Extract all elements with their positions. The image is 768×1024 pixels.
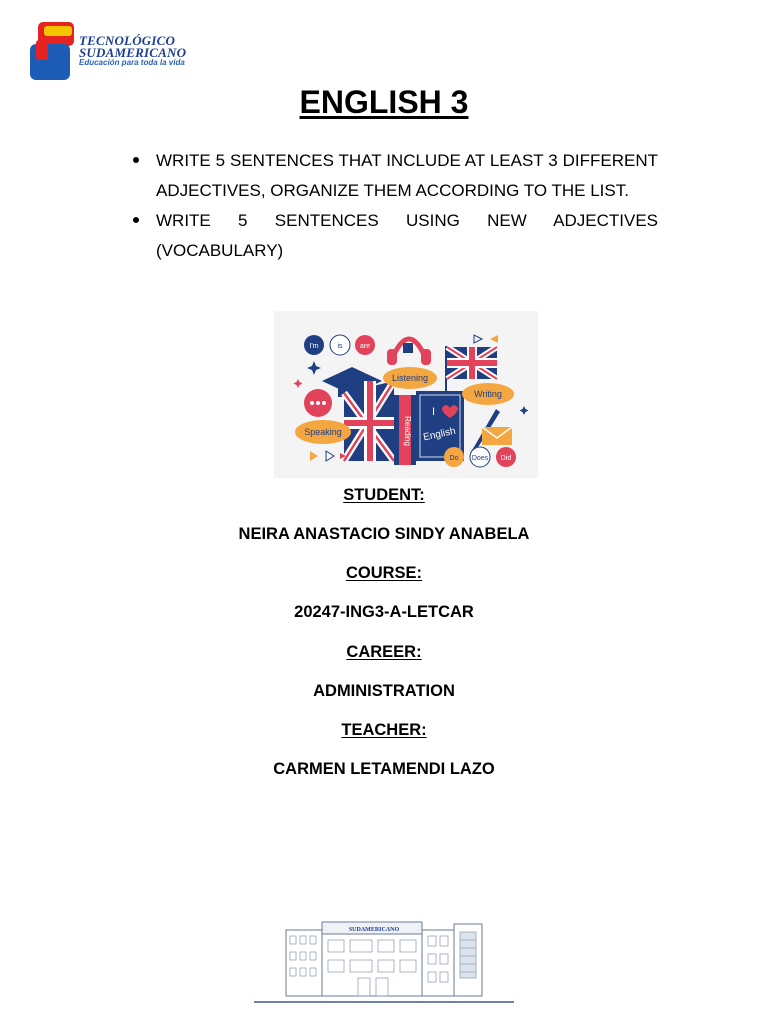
bubble-does: [470, 447, 490, 467]
headphones-icon: [387, 339, 431, 365]
instruction-list: [126, 146, 658, 266]
bubble-do: [444, 447, 464, 467]
svg-text:Writing: Writing: [474, 389, 502, 399]
bullet-icon: [133, 217, 139, 223]
bubble-listening: [383, 367, 437, 389]
svg-text:is: is: [337, 343, 343, 350]
instruction-item: WRITE 5 SENTENCES THAT INCLUDE AT LEAST 3 DIFFERENT ADJECTIVES, ORGANIZE THEM ACCORDING TO THE LIST.: [126, 146, 658, 205]
logo-name-line2: SUDAMERICANO: [79, 45, 187, 60]
course-code: 20247-ING3-A-LETCAR: [294, 603, 474, 621]
chat-bubble-icon: [304, 389, 332, 417]
student-name: NEIRA ANASTACIO SINDY ANABELA: [238, 525, 530, 543]
career-value: ADMINISTRATION: [313, 682, 455, 700]
play-icons: [310, 451, 346, 461]
svg-text:Listening: Listening: [391, 373, 429, 383]
page-title: ENGLISH 3: [299, 84, 469, 120]
envelope-icon: [482, 427, 512, 445]
svg-text:are: are: [359, 343, 371, 350]
english-learning-illustration: [274, 311, 538, 478]
svg-text:I: I: [432, 406, 436, 418]
bubble-im: [304, 335, 324, 355]
instruction-item: WRITE 5 SENTENCES USING NEW ADJECTIVES (VOCABULARY): [126, 206, 658, 265]
svg-text:Speaking: Speaking: [304, 427, 342, 437]
svg-text:English: English: [422, 425, 457, 444]
bubble-is: [330, 335, 350, 355]
teacher-label: TEACHER:: [341, 721, 427, 739]
student-label: STUDENT:: [343, 486, 425, 504]
svg-text:I'm: I'm: [309, 343, 319, 350]
bubble-writing: [462, 383, 514, 405]
bubble-are: [355, 335, 375, 355]
arrow-icons: [474, 335, 498, 343]
course-label: COURSE:: [345, 564, 423, 582]
bullet-icon: [133, 157, 139, 163]
bubble-speaking: [295, 420, 351, 444]
svg-text:SUDAMERICANO: SUDAMERICANO: [348, 927, 400, 933]
teacher-name: CARMEN LETAMENDI LAZO: [273, 760, 495, 778]
svg-text:Do: Do: [449, 455, 459, 462]
institution-logo: [30, 22, 200, 82]
logo-tagline: Educación para toda la vida: [79, 58, 185, 67]
career-label: CAREER:: [346, 643, 422, 661]
svg-text:Did: Did: [500, 455, 512, 462]
svg-text:Reading: Reading: [403, 416, 412, 446]
logo-name-line1: TECNOLÓGICO: [79, 33, 176, 48]
campus-building-illustration: [254, 918, 514, 1004]
logo-emblem-icon: [30, 22, 76, 82]
bubble-did: [496, 447, 516, 467]
svg-text:Does: Does: [471, 455, 489, 462]
